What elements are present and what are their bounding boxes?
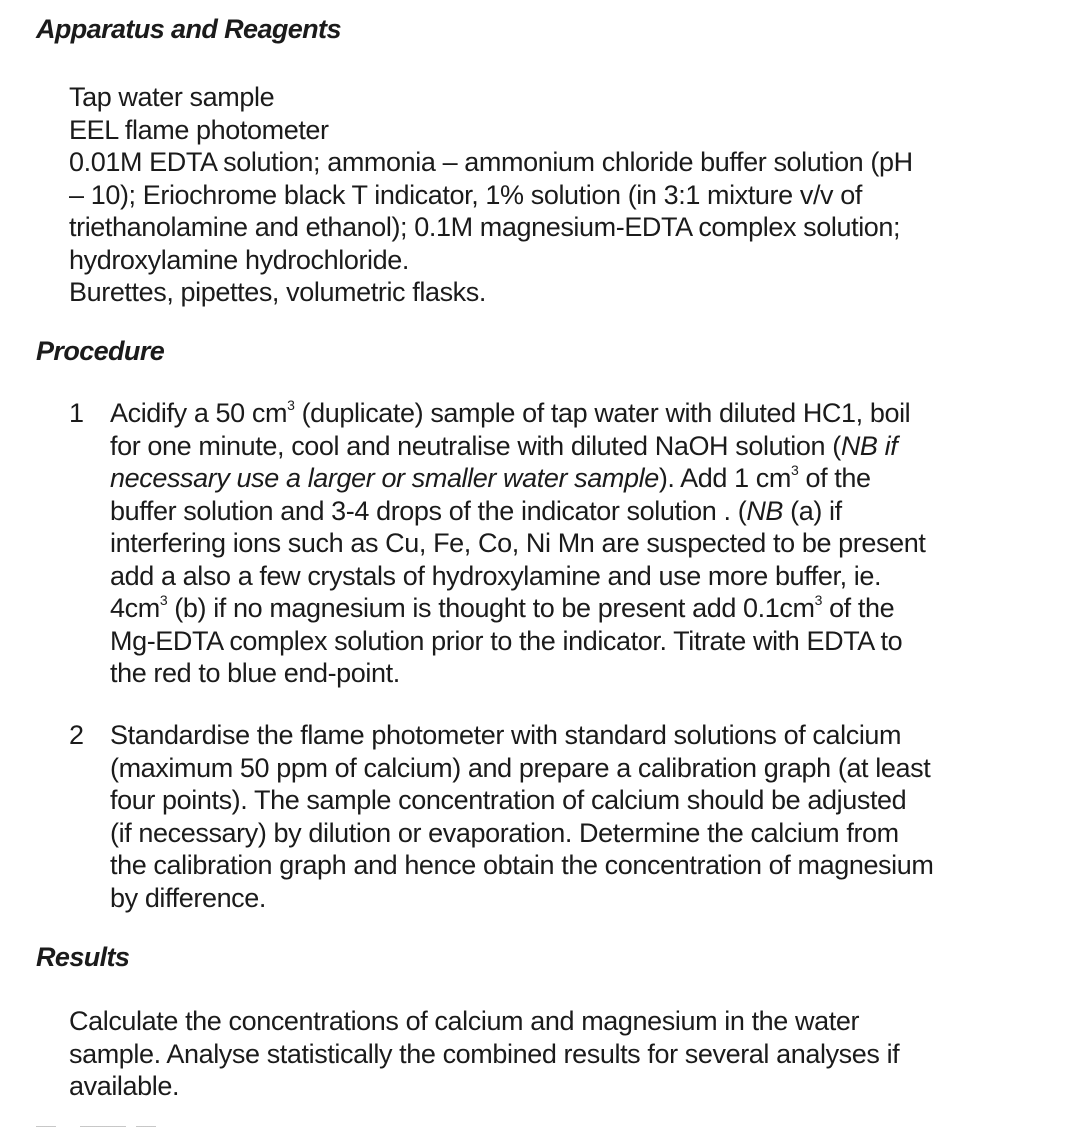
apparatus-line: hydroxylamine hydrochloride. bbox=[69, 244, 409, 275]
step-2-line: Standardise the flame photometer with standard solutions of calcium bbox=[110, 720, 902, 750]
superscript: 3 bbox=[814, 592, 822, 608]
text-run: Acidify a 50 cm bbox=[110, 398, 288, 428]
apparatus-list bbox=[69, 81, 913, 309]
text-run: 4cm bbox=[110, 593, 160, 623]
step-1-number: 1 bbox=[69, 398, 85, 428]
italic-note: necessary use a larger or smaller water sample bbox=[110, 463, 659, 493]
apparatus-heading: Apparatus and Reagents bbox=[36, 14, 341, 44]
text-run: (a) if bbox=[783, 495, 842, 526]
apparatus-line: triethanolamine and ethanol); 0.1M magnesium-EDTA complex solution; bbox=[69, 212, 901, 242]
apparatus-line: 0.01M EDTA solution; ammonia – ammonium chloride buffer solution (pH bbox=[69, 147, 913, 177]
text-run: of the bbox=[821, 593, 895, 623]
superscript: 3 bbox=[287, 397, 295, 413]
step-1-line bbox=[110, 495, 925, 528]
step-2-number: 2 bbox=[69, 720, 85, 750]
step-2-line: (if necessary) by dilution or evaporation. Determine the calcium from bbox=[110, 817, 899, 848]
step-1-line bbox=[110, 430, 925, 463]
step-1-line: the red to blue end-point. bbox=[110, 658, 400, 688]
step-2-line: the calibration graph and hence obtain the concentration of magnesium bbox=[110, 850, 934, 880]
step-1-line: interfering ions such as Cu, Fe, Co, Ni Mn are suspected to be present bbox=[110, 528, 926, 558]
apparatus-line: – 10); Eriochrome black T indicator, 1% solution (in 3:1 mixture v/v of bbox=[69, 179, 862, 210]
step-1-line bbox=[110, 462, 925, 495]
step-2-text bbox=[110, 719, 933, 914]
italic-note: NB if bbox=[840, 430, 898, 461]
text-run: of the bbox=[798, 463, 871, 493]
italic-note: NB bbox=[746, 495, 784, 526]
superscript: 3 bbox=[159, 592, 168, 608]
step-1-text bbox=[110, 397, 925, 690]
step-1-line bbox=[110, 397, 925, 430]
step-2-line: (maximum 50 ppm of calcium) and prepare a calibration graph (at least bbox=[110, 752, 931, 783]
text-run: buffer solution and 3-4 drops of the indicator solution . ( bbox=[110, 495, 747, 526]
step-1-line bbox=[110, 592, 925, 625]
step-1-line: Mg-EDTA complex solution prior to the indicator. Titrate with EDTA to bbox=[110, 625, 903, 656]
apparatus-line: EEL flame photometer bbox=[69, 114, 329, 145]
results-text bbox=[69, 1005, 899, 1103]
procedure-heading: Procedure bbox=[36, 336, 165, 366]
apparatus-line: Burettes, pipettes, volumetric flasks. bbox=[69, 277, 486, 307]
results-line: sample. Analyse statistically the combined results for several analyses if bbox=[69, 1038, 900, 1069]
results-heading: Results bbox=[36, 942, 130, 972]
step-2-line: by difference. bbox=[110, 882, 267, 913]
results-line: Calculate the concentrations of calcium and magnesium in the water bbox=[69, 1006, 860, 1036]
text-run: (b) if no magnesium is thought to be present add 0.1cm bbox=[167, 593, 815, 623]
cropped-next-heading bbox=[36, 1126, 156, 1133]
text-run: for one minute, cool and neutralise with diluted NaOH solution ( bbox=[110, 430, 841, 461]
text-run: (duplicate) sample of tap water with diluted HC1, boil bbox=[294, 398, 911, 428]
results-line: available. bbox=[69, 1071, 180, 1101]
superscript: 3 bbox=[790, 462, 799, 478]
step-1-line: add a also a few crystals of hydroxylamine and use more buffer, ie. bbox=[110, 560, 882, 591]
apparatus-line: Tap water sample bbox=[69, 82, 275, 112]
text-run: ). Add 1 cm bbox=[658, 463, 791, 493]
step-2-line: four points). The sample concentration of calcium should be adjusted bbox=[110, 785, 907, 815]
